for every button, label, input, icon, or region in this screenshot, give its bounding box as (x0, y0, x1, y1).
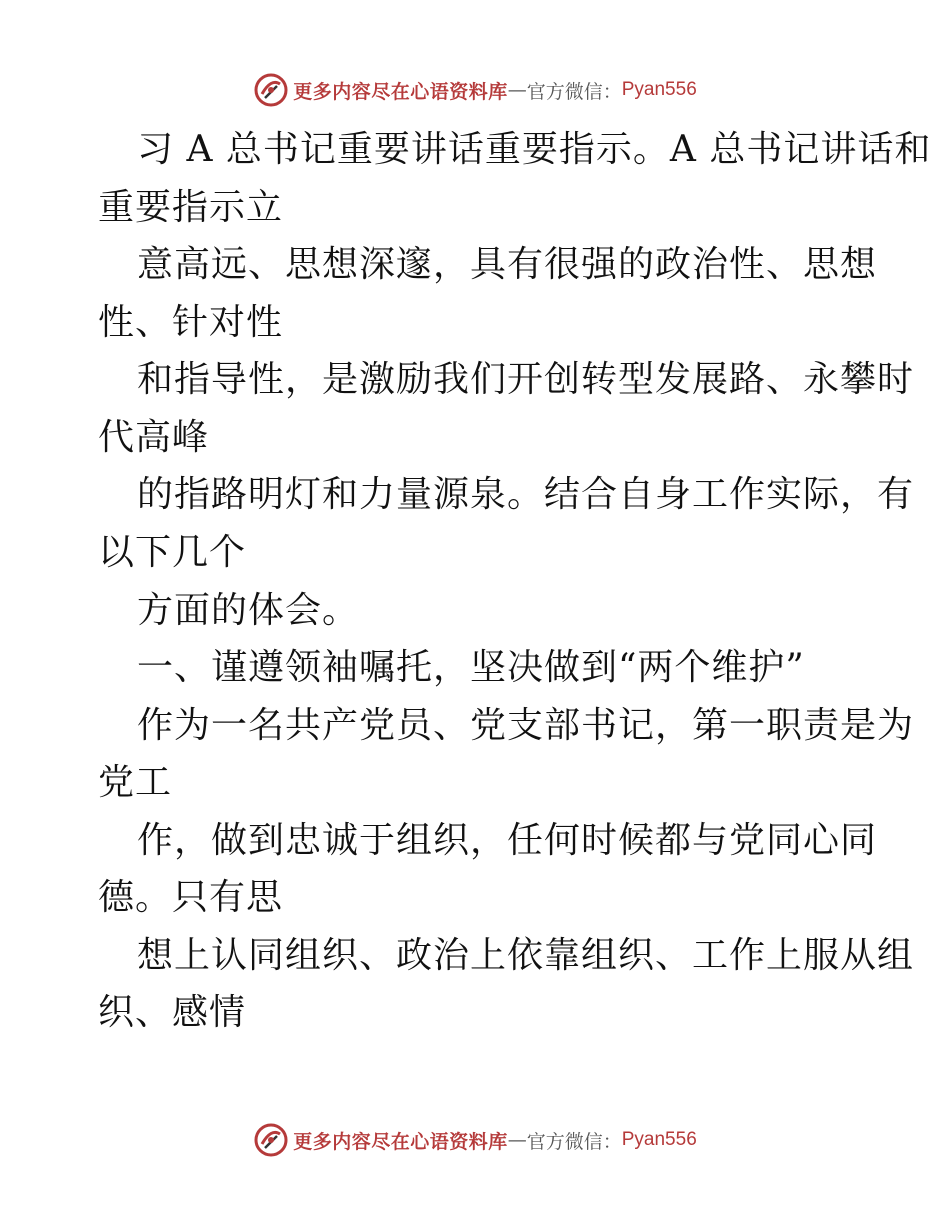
body-line: 意高远、思想深邃，具有很强的政治性、思想 (137, 244, 878, 285)
body-line: 以下几个 (98, 532, 247, 573)
watermark-sub-text: 官方微信： (526, 80, 622, 103)
body-line: 德。只有思 (98, 877, 284, 918)
body-line: 织、感情 (98, 992, 247, 1033)
watermark-handle: Pyan556 (621, 1129, 697, 1150)
watermark-handle: Pyan556 (621, 79, 697, 100)
watermark-separator: — (507, 79, 527, 101)
header-watermark (0, 70, 950, 110)
body-line: 作，做到忠诚于组织，任何时候都与党同心同 (137, 820, 878, 861)
body-line: 代高峰 (98, 417, 210, 458)
watermark-main-text: 更多内容尽在心语资料库 (293, 80, 508, 103)
body-line: 习 A 总书记重要讲话重要指示。A 总书记讲话和 (137, 129, 932, 170)
watermark-separator: — (507, 1129, 527, 1151)
watermark-main-text: 更多内容尽在心语资料库 (293, 1130, 508, 1153)
body-line: 的指路明灯和力量源泉。结合自身工作实际，有 (137, 474, 915, 515)
logo-icon (253, 1122, 289, 1158)
footer-watermark (0, 1120, 950, 1160)
body-line: 作为一名共产党员、党支部书记，第一职责是为 (137, 705, 915, 746)
watermark-sub-text: 官方微信： (526, 1130, 622, 1153)
logo-icon (253, 72, 289, 108)
body-line: 和指导性，是激励我们开创转型发展路、永攀时 (137, 359, 915, 400)
section-heading: 一、谨遵领袖嘱托，坚决做到“两个维护” (137, 647, 805, 688)
body-line: 党工 (98, 762, 173, 803)
body-line: 性、针对性 (98, 302, 284, 343)
body-line: 重要指示立 (98, 187, 284, 228)
body-line: 方面的体会。 (137, 590, 360, 631)
body-line: 想上认同组织、政治上依靠组织、工作上服从组 (137, 935, 915, 976)
